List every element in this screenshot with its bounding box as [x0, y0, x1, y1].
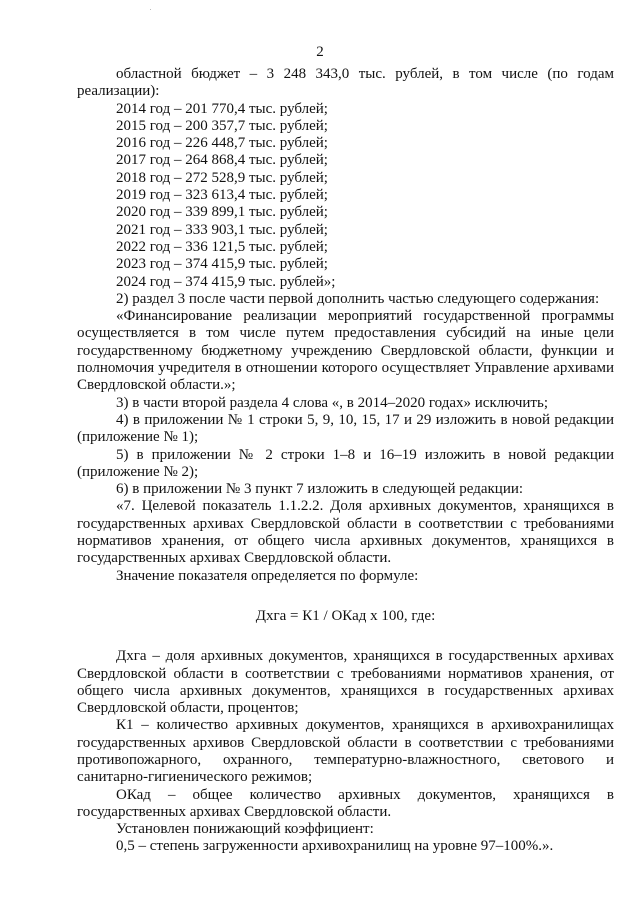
paragraph-item-4: 4) в приложении № 1 строки 5, 9, 10, 15, 17 и 29 изложить в новой редакции (приложение № 1); — [77, 411, 614, 446]
coefficient-intro: Установлен понижающий коэффициент: — [116, 821, 374, 838]
budget-year-line: 2023 год – 374 415,9 тыс. рублей; — [116, 256, 328, 273]
budget-year-line: 2017 год – 264 868,4 тыс. рублей; — [116, 152, 328, 169]
budget-intro: областной бюджет – 3 248 343,0 тыс. рублей, в том числе (по годам реализации): — [77, 66, 614, 100]
budget-year-line: 2016 год – 226 448,7 тыс. рублей; — [116, 135, 328, 152]
budget-year-line: 2019 год – 323 613,4 тыс. рублей; — [116, 187, 328, 204]
paragraph-item-6: 6) в приложении № 3 пункт 7 изложить в следующей редакции: — [116, 481, 524, 498]
budget-year-line: 2022 год – 336 121,5 тыс. рублей; — [116, 238, 328, 255]
budget-year-line: 2024 год – 374 415,9 тыс. рублей»; — [116, 273, 336, 290]
paragraph-item-2-quote: «Финансирование реализации мероприятий государственной программы осуществляется в том числе путем предоставления субсидий на иные цели государственному бюджетному учреждению Свердловской области, функции и полномочия учредителя в отношении которого осуществляет Управление архивами Свердловской области.»; — [77, 308, 614, 394]
page-number: 2 — [316, 44, 324, 60]
budget-year-line: 2020 год – 339 899,1 тыс. рублей; — [116, 204, 328, 221]
budget-year-line: 2014 год – 201 770,4 тыс. рублей; — [116, 100, 328, 117]
coefficient-value: 0,5 – степень загруженности архивохранилищ на уровне 97–100%.». — [116, 838, 554, 855]
paragraph-item-3: 3) в части второй раздела 4 слова «, в 2014–2020 годах» исключить; — [116, 394, 548, 411]
formula-intro: Значение показателя определяется по формуле: — [116, 567, 419, 584]
paragraph-item-6-quote: «7. Целевой показатель 1.1.2.2. Доля архивных документов, хранящихся в государственных архивах Свердловской области в соответствии с требованиями нормативов хранения, от общего числа архивных документов, хранящихся в государственных архивах Свердловской области. — [77, 498, 614, 567]
budget-year-line: 2015 год – 200 357,7 тыс. рублей; — [116, 117, 328, 134]
budget-year-line: 2018 год – 272 528,9 тыс. рублей; — [116, 169, 328, 186]
definition-dhga: Дхга – доля архивных документов, хранящихся в государственных архивах Свердловской области в соответствии с требованиями нормативов хранения, от общего числа архивных документов, хранящихся в государственных архивах Свердловской области, процентов; — [77, 648, 614, 717]
formula: Дхга = К1 / ОКад х 100, где: — [255, 607, 436, 624]
document-body — [77, 66, 614, 856]
definition-k1: К1 – количество архивных документов, хранящихся в архивохранилищах государственных архивов Свердловской области в соответствии с требованиями противопожарного, охранного, температурно-влажностного, светового и санитарно-гигиенического режимов; — [77, 717, 614, 786]
paragraph-item-2: 2) раздел 3 после части первой дополнить частью следующего содержания: — [116, 290, 600, 307]
scan-speck — [150, 9, 151, 10]
paragraph-item-5: 5) в приложении № 2 строки 1–8 и 16–19 изложить в новой редакции (приложение № 2); — [77, 446, 614, 480]
budget-years-list — [77, 101, 614, 291]
budget-year-line: 2021 год – 333 903,1 тыс. рублей; — [116, 221, 328, 238]
definition-okad: ОКад – общее количество архивных документов, хранящихся в государственных архивах Свердловской области. — [77, 786, 614, 820]
